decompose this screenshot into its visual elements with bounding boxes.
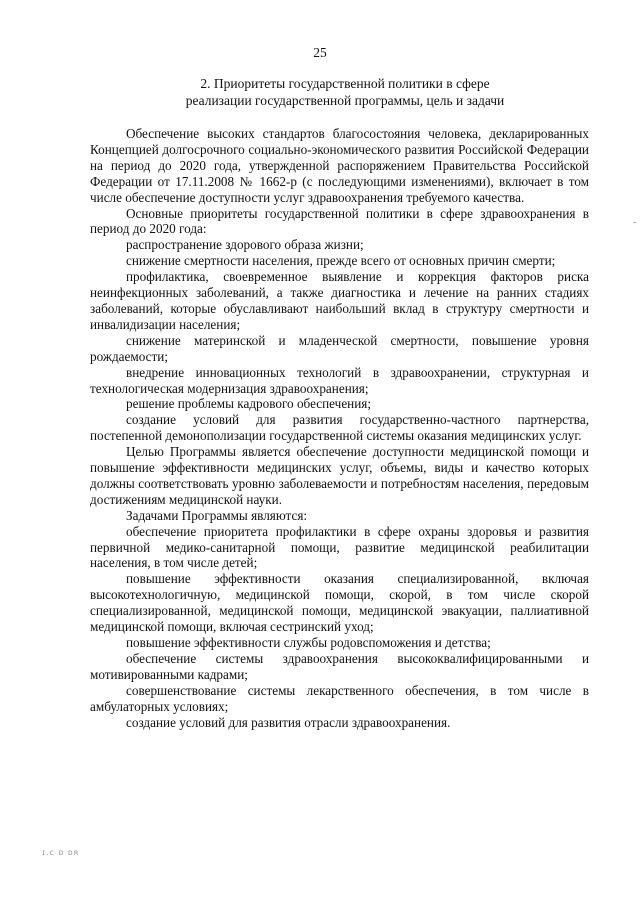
task-item: повышение эффективности оказания специализированной, включая высокотехнологичную, медицинской помощи, скорой, в том числе скорой специализированной, медицинской помощи, медицинской эвакуации, паллиативной медицинской помощи, включая сестринский уход; xyxy=(90,571,589,635)
priority-item: снижение материнской и младенческой смертности, повышение уровня рождаемости; xyxy=(90,332,589,364)
section-heading xyxy=(90,75,600,109)
section-heading-line-1: 2. Приоритеты государственной политики в сфере xyxy=(200,76,490,91)
task-item: создание условий для развития отрасли здравоохранения. xyxy=(126,714,451,730)
priority-item: профилактика, своевременное выявление и коррекция факторов риска неинфекционных заболеваний, а также диагностика и лечение на ранних стадиях заболеваний, которые обуславливают наибольший вклад в структуру смертности и инвалидизации населения; xyxy=(90,269,589,332)
scan-artifact: ɪ.ᴄ ᴅ ᴅʀ xyxy=(42,848,80,857)
page-number: 25 xyxy=(313,45,327,60)
paragraph-goal: Целью Программы является обеспечение доступности медицинской помощи и повышение эффективности медицинских услуг, объемы, виды и качество которых должны соответствовать уровню заболеваемости и потребностям населения, передовым достижениям медицинской науки. xyxy=(90,444,589,507)
priority-item: внедрение инновационных технологий в здравоохранении, структурная и технологическая модернизация здравоохранения; xyxy=(90,364,589,396)
task-item: обеспечение приоритета профилактики в сфере охраны здоровья и развития первичной медико-санитарной помощи, развитие медицинской реабилитации населения, в том числе детей; xyxy=(90,523,589,571)
priority-item: создание условий для развития государственно-частного партнерства, постепенной демонополизации государственной системы оказания медицинских услуг. xyxy=(90,412,589,444)
priority-item: снижение смертности населения, прежде всего от основных причин смерти; xyxy=(126,253,556,269)
priority-item: решение проблемы кадрового обеспечения; xyxy=(126,396,372,412)
paragraph-intro: Обеспечение высоких стандартов благосостояния человека, декларированных Концепцией долгосрочного социально-экономического развития Российской Федерации на период до 2020 года, утвержденной распоряжением Правительства Российской Федерации от 17.11.2008 № 1662-р (с последующими изменениями), включает в том числе обеспечение доступности услуг здравоохранения требуемого качества. xyxy=(90,126,589,205)
task-item: совершенствование системы лекарственного обеспечения, в том числе в амбулаторных условиях; xyxy=(90,682,589,714)
paragraph-tasks-lead: Задачами Программы являются: xyxy=(126,507,308,523)
task-item: повышение эффективности службы родовспоможения и детства; xyxy=(126,635,491,650)
body-text xyxy=(90,126,589,730)
section-heading-line-2: реализации государственной программы, цель и задачи xyxy=(185,93,505,108)
paragraph-priorities-lead: Основные приоритеты государственной политики в сфере здравоохранения в период до 2020 года: xyxy=(90,205,589,237)
scan-edge-artifact xyxy=(633,222,636,223)
task-item: обеспечение системы здравоохранения высококвалифицированными и мотивированными кадрами; xyxy=(90,650,589,682)
priority-item: распространение здорового образа жизни; xyxy=(126,237,364,253)
